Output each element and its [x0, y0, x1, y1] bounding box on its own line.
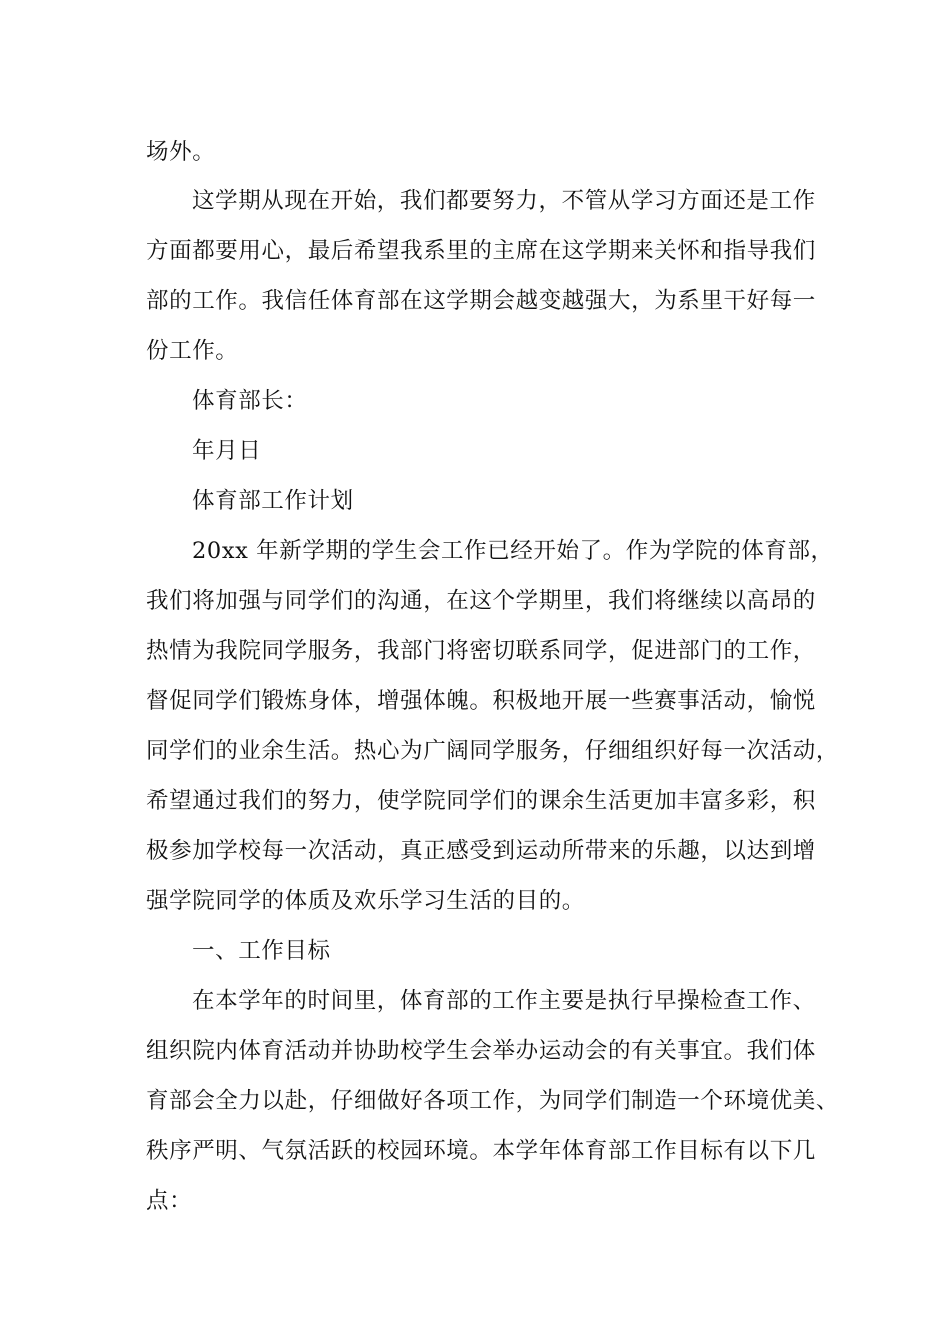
- text-line: 场外。: [146, 139, 216, 165]
- text-line: 方面都要用心，最后希望我系里的主席在这学期来关怀和指导我们: [146, 238, 816, 264]
- text-line: 份工作。: [146, 338, 239, 364]
- signature-label: 体育部长：: [192, 388, 308, 414]
- text-line: 同学们的业余生活。热心为广阔同学服务，仔细组织好每一次活动，: [146, 738, 840, 764]
- text-line: 点：: [146, 1188, 193, 1214]
- text-line: 热情为我院同学服务，我部门将密切联系同学，促进部门的工作，: [146, 638, 816, 664]
- text-line: 组织院内体育活动并协助校学生会举办运动会的有关事宜。我们体: [146, 1038, 816, 1064]
- text-line: 育部会全力以赴，仔细做好各项工作，为同学们制造一个环境优美、: [146, 1088, 840, 1114]
- text-line: 我们将加强与同学们的沟通，在这个学期里，我们将继续以高昂的: [146, 588, 816, 614]
- paragraph-line: 20xx 年新学期的学生会工作已经开始了。作为学院的体育部，: [192, 538, 834, 564]
- text-line: 秩序严明、气氛活跃的校园环境。本学年体育部工作目标有以下几: [146, 1138, 816, 1164]
- text-line: 督促同学们锻炼身体，增强体魄。积极地开展一些赛事活动，愉悦: [146, 688, 816, 714]
- paragraph-line: 在本学年的时间里，体育部的工作主要是执行早操检查工作、: [192, 988, 816, 1014]
- text-line: 强学院同学的体质及欢乐学习生活的目的。: [146, 888, 585, 914]
- date-line: 年月日: [192, 438, 262, 464]
- text-line: 部的工作。我信任体育部在这学期会越变越强大，为系里干好每一: [146, 288, 816, 314]
- text-line: 极参加学校每一次活动，真正感受到运动所带来的乐趣，以达到增: [146, 838, 816, 864]
- paragraph-line: 这学期从现在开始，我们都要努力，不管从学习方面还是工作: [192, 188, 816, 214]
- text-line: 希望通过我们的努力，使学院同学们的课余生活更加丰富多彩，积: [146, 788, 816, 814]
- section-heading: 一、工作目标: [192, 938, 331, 964]
- section-title: 体育部工作计划: [192, 488, 354, 514]
